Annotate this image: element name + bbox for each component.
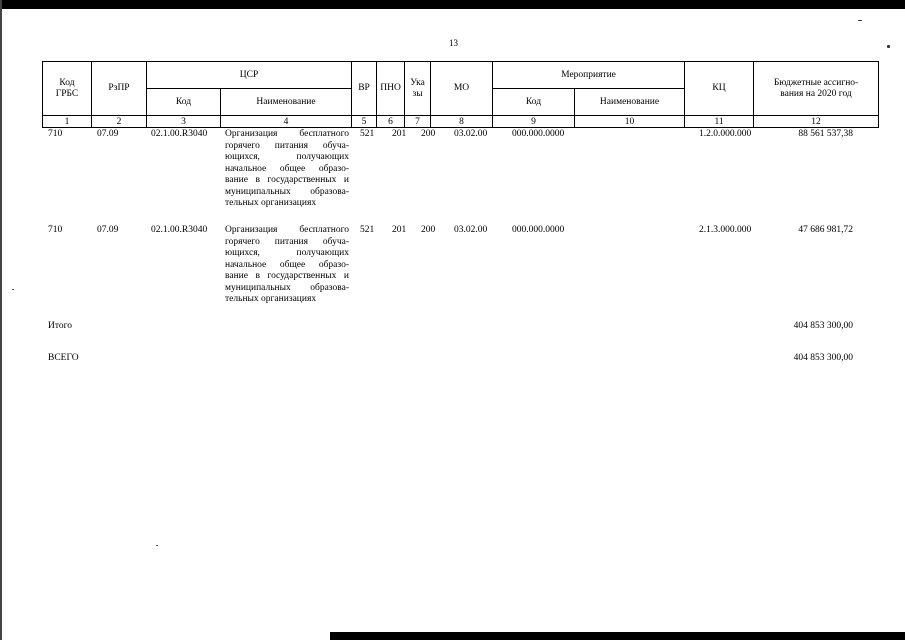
header-rzpr: РзПР <box>92 62 147 116</box>
cell-csr: 02.1.00.R3040 <box>151 129 208 139</box>
cell-grbs: 710 <box>48 225 63 235</box>
scan-border-left <box>0 0 2 640</box>
cell-ukazy: 200 <box>421 225 436 235</box>
header-mo: МО <box>431 62 493 116</box>
cell-kc: 2.1.3.000.000 <box>699 225 752 235</box>
cell-amount: 47 686 981,72 <box>798 225 853 235</box>
vsego-label: ВСЕГО <box>48 353 79 363</box>
header-pno: ПНО <box>377 62 405 116</box>
cell-vr: 521 <box>360 225 375 235</box>
column-number: 1 <box>43 116 92 128</box>
column-number: 2 <box>92 116 147 128</box>
scan-border-bottom <box>330 632 905 640</box>
header-mer-name: Наименование <box>575 89 685 116</box>
scan-speck <box>156 545 158 546</box>
itogo-label: Итого <box>48 321 73 331</box>
scan-speck <box>887 45 890 48</box>
header-mer-kod: Код <box>493 89 575 116</box>
header-kc: КЦ <box>685 62 754 116</box>
header-meropriyatie: Мероприятие <box>493 62 685 89</box>
cell-name: Организация бесплатного горячего питания обуча- ющихся, получающих начальное общее образо- вание в государственных и муниципальных образова- тельных организациях <box>225 225 349 304</box>
table-header <box>42 61 879 128</box>
column-number: 5 <box>352 116 377 128</box>
column-number: 3 <box>147 116 221 128</box>
header-csr-kod: Код <box>147 89 221 116</box>
header-csr-name: Наименование <box>221 89 352 116</box>
cell-vr: 521 <box>360 129 375 139</box>
header-ukazy: Ука зы <box>405 62 431 116</box>
scan-speck <box>858 20 862 21</box>
header-budget: Бюджетные ассигно- вания на 2020 год <box>754 62 879 116</box>
page-number: 13 <box>449 38 458 48</box>
cell-pno: 201 <box>392 129 407 139</box>
header-kod-grbs: Код ГРБС <box>43 62 92 116</box>
cell-name: Организация бесплатного горячего питания обуча- ющихся, получающих начальное общее образо- вание в государственных и муниципальных образова- тельных организациях <box>225 129 349 208</box>
cell-kc: 1.2.0.000.000 <box>699 129 752 139</box>
cell-amount: 88 561 537,38 <box>798 129 853 139</box>
scan-border-top <box>0 0 905 9</box>
column-number: 11 <box>685 116 754 128</box>
cell-mo: 03.02.00 <box>454 129 488 139</box>
cell-ukazy: 200 <box>421 129 436 139</box>
cell-mer-kod: 000.000.0000 <box>512 129 565 139</box>
vsego-value: 404 853 300,00 <box>793 353 853 363</box>
column-number: 6 <box>377 116 405 128</box>
scan-speck <box>12 289 14 290</box>
column-number: 4 <box>221 116 352 128</box>
cell-rzpr: 07.09 <box>97 225 119 235</box>
cell-pno: 201 <box>392 225 407 235</box>
cell-csr: 02.1.00.R3040 <box>151 225 208 235</box>
cell-grbs: 710 <box>48 129 63 139</box>
itogo-value: 404 853 300,00 <box>793 321 853 331</box>
column-number: 8 <box>431 116 493 128</box>
header-csr: ЦСР <box>147 62 352 89</box>
cell-rzpr: 07.09 <box>97 129 119 139</box>
header-vr: ВР <box>352 62 377 116</box>
column-number: 10 <box>575 116 685 128</box>
column-number: 9 <box>493 116 575 128</box>
column-number: 12 <box>754 116 879 128</box>
column-number: 7 <box>405 116 431 128</box>
cell-mo: 03.02.00 <box>454 225 488 235</box>
cell-mer-kod: 000.000.0000 <box>512 225 565 235</box>
